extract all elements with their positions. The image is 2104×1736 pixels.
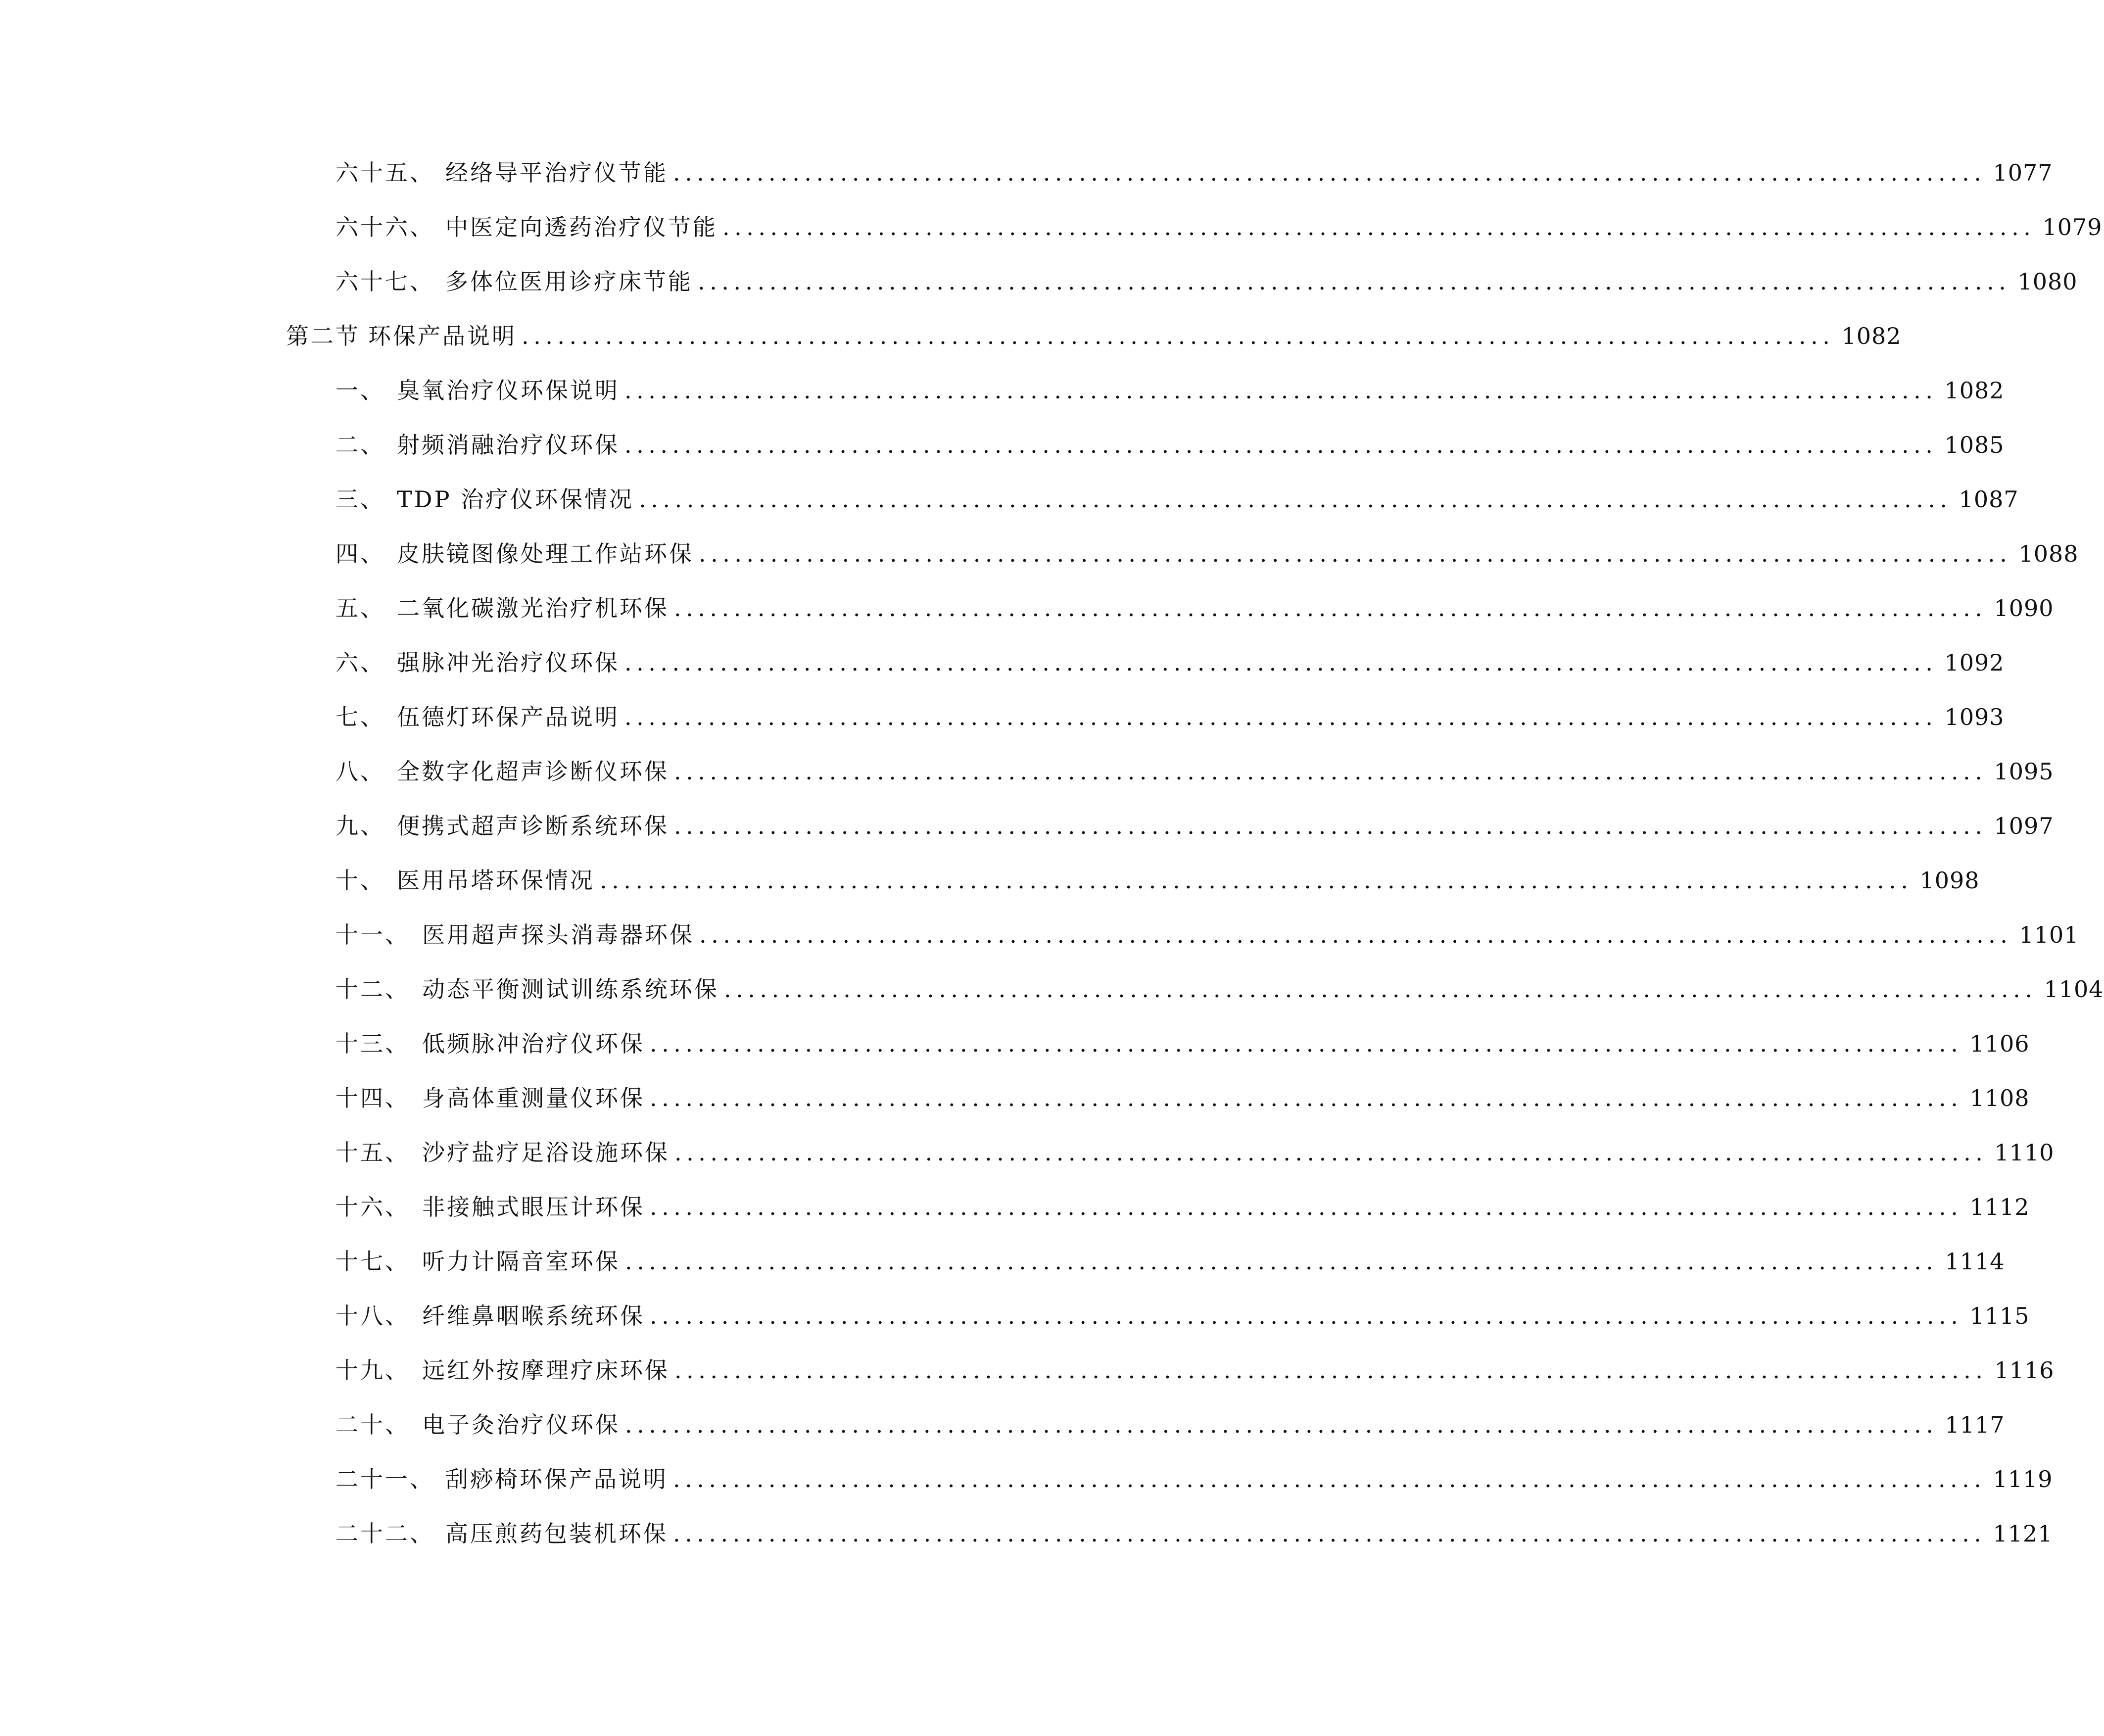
toc-entry[interactable]: [335, 1024, 2030, 1063]
toc-entry[interactable]: [335, 153, 2053, 193]
toc-entry[interactable]: [335, 1078, 2030, 1118]
toc-entry-page: 1104: [2044, 976, 2104, 1003]
toc-leader-dots: ..............................................................................................................: [674, 1139, 1988, 1166]
toc-entry-number: 六十五、: [335, 159, 434, 186]
toc-entry-number: 二十一、: [335, 1466, 434, 1493]
toc-leader-dots: ..............................................................................................................: [674, 758, 1987, 785]
toc-entry-number: 十七、: [335, 1248, 410, 1275]
toc-entry-page: 1112: [1969, 1194, 2030, 1220]
toc-leader-dots: ..............................................................................................................: [650, 1085, 1963, 1111]
toc-entry-page: 1114: [1945, 1248, 2005, 1275]
toc-leader-dots: ..............................................................................................................: [724, 976, 2037, 1003]
toc-entry-title: 动态平衡测试训练系统环保: [422, 976, 719, 1003]
toc-entry-page: 1087: [1959, 486, 2019, 513]
toc-entry-page: 1119: [1993, 1466, 2053, 1493]
toc-entry-title: 刮痧椅环保产品说明: [445, 1466, 668, 1493]
toc-entry-title: TDP 治疗仪环保情况: [397, 486, 634, 513]
toc-leader-dots: ..............................................................................................................: [674, 595, 1987, 622]
toc-leader-dots: ..............................................................................................................: [698, 268, 2011, 295]
toc-entry-number: 十三、: [335, 1030, 410, 1057]
toc-entry-title: 强脉冲光治疗仪环保: [397, 649, 620, 676]
toc-leader-dots: ..............................................................................................................: [624, 649, 1938, 676]
toc-entry-number: 九、: [335, 813, 385, 839]
toc-leader-dots: ..............................................................................................................: [624, 377, 1938, 404]
toc-entry-page: 1093: [1944, 704, 2005, 730]
toc-entry-number: 十六、: [335, 1194, 410, 1220]
toc-entry[interactable]: [335, 806, 2054, 846]
toc-entry[interactable]: [335, 480, 2019, 519]
toc-entry-page: 1106: [1969, 1030, 2030, 1057]
toc-entry-number: 二、: [335, 432, 385, 458]
toc-entry-number: 三、: [335, 486, 385, 513]
toc-entry-page: 1110: [1994, 1139, 2055, 1166]
toc-leader-dots: ..............................................................................................................: [699, 540, 2012, 567]
toc-entry-page: 1092: [1944, 649, 2005, 676]
toc-entry[interactable]: [335, 915, 2079, 955]
toc-entry[interactable]: [335, 643, 2005, 682]
toc-entry[interactable]: [335, 262, 2078, 301]
toc-leader-dots: ..............................................................................................................: [625, 1411, 1938, 1438]
toc-entry[interactable]: [335, 1459, 2053, 1499]
toc-entry-page: 1117: [1945, 1411, 2005, 1438]
toc-entry-title: 皮肤镜图像处理工作站环保: [397, 540, 694, 567]
toc-entry-page: 1101: [2019, 921, 2079, 948]
toc-entry-number: 十八、: [335, 1302, 410, 1329]
toc-entry-page: 1097: [1994, 813, 2054, 839]
toc-entry[interactable]: [335, 425, 2005, 465]
toc-leader-dots: ..............................................................................................................: [650, 1302, 1963, 1329]
toc-entry-page: 1082: [1944, 377, 2005, 404]
toc-entry-number: 十九、: [335, 1357, 410, 1384]
toc-entry-title: 多体位医用诊疗床节能: [445, 268, 693, 295]
toc-entry-page: 1098: [1919, 867, 1980, 894]
toc-entry-number: 七、: [335, 704, 385, 730]
toc-entry-title: 高压煎药包装机环保: [445, 1520, 668, 1547]
toc-leader-dots: ..............................................................................................................: [673, 159, 1986, 186]
toc-entry-title: 伍德灯环保产品说明: [397, 704, 620, 730]
toc-entry-page: 1080: [2017, 268, 2078, 295]
toc-entry[interactable]: [335, 697, 2005, 737]
toc-entry-title: 电子灸治疗仪环保: [422, 1411, 620, 1438]
toc-entry[interactable]: [335, 1187, 2030, 1227]
toc-entry-number: 六、: [335, 649, 385, 676]
toc-entry-title: 射频消融治疗仪环保: [397, 432, 620, 458]
toc-entry-title: 身高体重测量仪环保: [422, 1085, 645, 1111]
toc-entry-number: 十四、: [335, 1085, 410, 1111]
toc-entry[interactable]: [335, 1514, 2053, 1553]
toc-entry-title: 二氧化碳激光治疗机环保: [397, 595, 669, 622]
toc-entry-title: 全数字化超声诊断仪环保: [397, 758, 669, 785]
toc-entry-number: 二十二、: [335, 1520, 434, 1547]
toc-entry-page: 1095: [1994, 758, 2054, 785]
toc-entry-title: 低频脉冲治疗仪环保: [422, 1030, 645, 1057]
toc-entry-number: 十一、: [335, 921, 410, 948]
toc-entry-title: 医用超声探头消毒器环保: [422, 921, 694, 948]
toc-entry[interactable]: [335, 1242, 2005, 1281]
toc-entry[interactable]: [335, 1405, 2005, 1445]
toc-entry[interactable]: [335, 1350, 2055, 1390]
toc-entry-number: 八、: [335, 758, 385, 785]
toc-entry[interactable]: [335, 371, 2005, 410]
toc-entry-title: 中医定向透药治疗仪节能: [445, 214, 717, 241]
toc-leader-dots: ..............................................................................................................: [650, 1030, 1963, 1057]
toc-leader-dots: ..............................................................................................................: [625, 1248, 1938, 1275]
toc-entry[interactable]: [335, 534, 2079, 574]
toc-entry[interactable]: [335, 969, 2104, 1009]
toc-entry[interactable]: [335, 1133, 2055, 1172]
toc-leader-dots: ..............................................................................................................: [522, 323, 1835, 349]
toc-leader-dots: ..............................................................................................................: [674, 813, 1987, 839]
toc-entry-page: 1077: [1993, 159, 2053, 186]
toc-entry-number: 十五、: [335, 1139, 410, 1166]
toc-entry[interactable]: [335, 1296, 2030, 1336]
toc-leader-dots: ..............................................................................................................: [673, 1520, 1986, 1547]
toc-entry-number: 六十七、: [335, 268, 434, 295]
toc-entry-title: 医用吊塔环保情况: [397, 867, 595, 894]
toc-entry[interactable]: [335, 588, 2054, 628]
toc-entry-title: 纤维鼻咽喉系统环保: [422, 1302, 645, 1329]
toc-leader-dots: ..............................................................................................................: [674, 1357, 1988, 1384]
toc-leader-dots: ..............................................................................................................: [624, 704, 1938, 730]
toc-entry-page: 1085: [1944, 432, 2005, 458]
toc-entry-number: 十二、: [335, 976, 410, 1003]
toc-entry-title: 听力计隔音室环保: [422, 1248, 620, 1275]
toc-entry-number: 四、: [335, 540, 385, 567]
toc-entry-page: 1088: [2018, 540, 2079, 567]
toc-entry-title: 非接触式眼压计环保: [422, 1194, 645, 1220]
toc-entry-page: 1090: [1994, 595, 2054, 622]
toc-entry-page: 1082: [1841, 323, 1902, 349]
toc-entry-page: 1121: [1993, 1520, 2053, 1547]
toc-entry[interactable]: [335, 207, 2103, 247]
toc-entry-title: 臭氧治疗仪环保说明: [397, 377, 620, 404]
toc-leader-dots: ..............................................................................................................: [650, 1194, 1963, 1220]
toc-entry-number: 一、: [335, 377, 385, 404]
toc-leader-dots: ..............................................................................................................: [624, 432, 1938, 458]
toc-entry-page: 1108: [1969, 1085, 2030, 1111]
toc-entry[interactable]: [335, 752, 2054, 791]
toc-section-number: 第二节: [286, 323, 360, 349]
toc-leader-dots: ..............................................................................................................: [673, 1466, 1986, 1493]
toc-entry[interactable]: [335, 861, 1980, 900]
toc-section-title: 环保产品说明: [368, 323, 517, 349]
toc-entry-page: 1079: [2042, 214, 2103, 241]
toc-entry-number: 六十六、: [335, 214, 434, 241]
toc-entry-page: 1116: [1994, 1357, 2055, 1384]
toc-entry-title: 便携式超声诊断系统环保: [397, 813, 669, 839]
toc-entry-title: 远红外按摩理疗床环保: [422, 1357, 669, 1384]
toc-leader-dots: ..............................................................................................................: [639, 486, 1952, 513]
toc-leader-dots: ..............................................................................................................: [600, 867, 1913, 894]
toc-leader-dots: ..............................................................................................................: [722, 214, 2036, 241]
toc-leader-dots: ..............................................................................................................: [699, 921, 2012, 948]
toc-entry-title: 经络导平治疗仪节能: [445, 159, 668, 186]
toc-entry-page: 1115: [1969, 1302, 2030, 1329]
toc-entry-title: 沙疗盐疗足浴设施环保: [422, 1139, 669, 1166]
toc-entry-number: 二十、: [335, 1411, 410, 1438]
toc-section-entry[interactable]: [286, 316, 1902, 356]
toc-entry-number: 十、: [335, 867, 385, 894]
toc-entry-number: 五、: [335, 595, 385, 622]
